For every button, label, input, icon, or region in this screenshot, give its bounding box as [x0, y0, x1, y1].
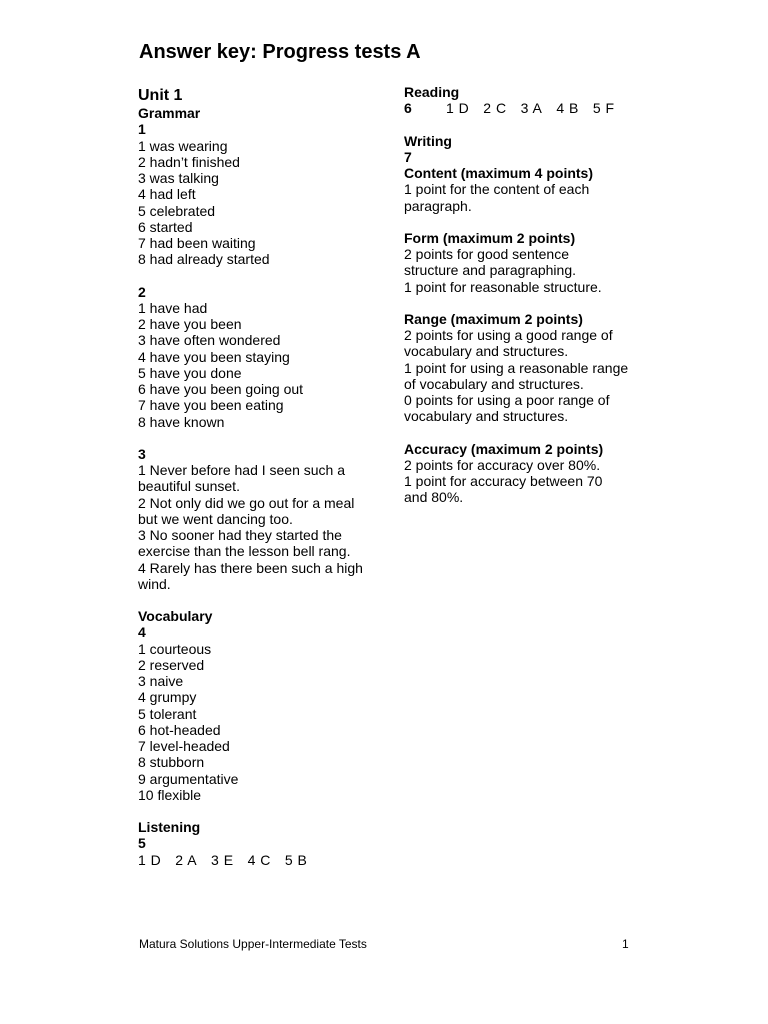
- answer: 5 F: [592, 100, 615, 117]
- footer-title: Matura Solutions Upper-Intermediate Tests: [139, 937, 367, 951]
- criterion-line: 1 point for reasonable structure.: [404, 278, 602, 295]
- list-item: 7 had been waiting: [138, 235, 256, 251]
- list-item: 5 have you done: [138, 364, 242, 381]
- right-column: [404, 84, 654, 506]
- list-item: 2 hadn’t finished: [138, 153, 240, 170]
- criterion-line: 2 points for using a good range of vocabulary and structures.: [404, 327, 613, 360]
- answer: 4 B: [556, 100, 579, 117]
- list-item: 4 Rarely has there been such a high wind.: [138, 559, 363, 592]
- criterion-line: 1 point for accuracy between 70 and 80%.: [404, 473, 603, 506]
- exercise-1-number: 1: [138, 121, 146, 138]
- answer: 2 C: [483, 100, 507, 117]
- list-item: 3 was talking: [138, 170, 219, 186]
- list-item: 8 had already started: [138, 251, 270, 268]
- list-item: 6 have you been going out: [138, 381, 304, 397]
- reading-heading: Reading: [404, 84, 460, 100]
- answer: 1 D: [446, 100, 470, 117]
- list-item: 3 have often wondered: [138, 332, 281, 349]
- exercise-4-list: [138, 641, 378, 804]
- list-item: 4 have you been staying: [138, 348, 290, 365]
- page-number: 1: [622, 937, 629, 951]
- answer: 1 D: [138, 851, 162, 868]
- list-item: 2 reserved: [138, 656, 205, 673]
- criterion-line: 1 point for using a reasonable range of vocabulary and structures.: [404, 359, 629, 392]
- exercise-6-row: [404, 100, 654, 116]
- list-item: 1 Never before had I seen such a beautiful sunset.: [138, 462, 346, 495]
- answer: 5 B: [284, 851, 308, 868]
- list-item: 6 started: [138, 218, 193, 235]
- criterion-accuracy: [404, 441, 614, 506]
- answer: 3 E: [211, 851, 234, 868]
- left-column: [138, 86, 378, 868]
- page-title: Answer key: Progress tests A: [139, 41, 421, 63]
- list-item: 1 courteous: [138, 640, 212, 657]
- exercise-5-answers: [138, 852, 378, 868]
- list-item: 7 level-headed: [138, 738, 230, 754]
- list-item: 7 have you been eating: [138, 397, 284, 414]
- list-item: 5 tolerant: [138, 705, 197, 722]
- exercise-5-number: 5: [138, 835, 146, 852]
- criterion-range: [404, 311, 634, 425]
- list-item: 10 flexible: [138, 786, 202, 803]
- list-item: 1 was wearing: [138, 137, 228, 154]
- exercise-6-answers: [446, 100, 629, 116]
- grammar-heading: Grammar: [138, 105, 201, 121]
- exercise-3-number: 3: [138, 445, 146, 462]
- criterion-line: 2 points for accuracy over 80%.: [404, 456, 601, 473]
- list-item: 1 have had: [138, 299, 208, 316]
- exercise-7-number: 7: [404, 148, 412, 165]
- criterion-line: 2 points for good sentence structure and paragraphing.: [404, 246, 576, 279]
- list-item: 3 naive: [138, 673, 184, 689]
- criterion-line: 0 points for using a poor range of vocabulary and structures.: [404, 392, 610, 425]
- answer: 2 A: [175, 851, 198, 868]
- exercise-3-list: [138, 462, 364, 592]
- criterion-heading: Accuracy (maximum 2 points): [404, 440, 604, 457]
- exercise-1-list: [138, 138, 378, 268]
- criterion-line: 1 point for the content of each paragraph.: [404, 181, 590, 214]
- list-item: 3 No sooner had they started the exercise than the lesson bell rang.: [138, 527, 351, 560]
- exercise-4-number: 4: [138, 624, 146, 641]
- list-item: 5 celebrated: [138, 202, 216, 219]
- list-item: 8 have known: [138, 413, 225, 430]
- writing-heading: Writing: [404, 132, 452, 149]
- list-item: 8 stubborn: [138, 754, 205, 771]
- answer: 4 C: [247, 851, 271, 868]
- criterion-heading: Range (maximum 2 points): [404, 310, 583, 327]
- exercise-2-number: 2: [138, 283, 146, 300]
- criterion-content: [404, 165, 609, 214]
- list-item: 4 grumpy: [138, 689, 197, 706]
- vocabulary-heading: Vocabulary: [138, 608, 213, 624]
- exercise-6-number: 6: [404, 100, 412, 117]
- criterion-heading: Form (maximum 2 points): [404, 229, 576, 246]
- criterion-heading: Content (maximum 4 points): [404, 165, 594, 181]
- list-item: 9 argumentative: [138, 770, 239, 787]
- unit-heading: Unit 1: [138, 87, 183, 104]
- list-item: 6 hot-headed: [138, 721, 221, 738]
- listening-heading: Listening: [138, 819, 201, 835]
- exercise-2-list: [138, 300, 378, 430]
- list-item: 4 had left: [138, 186, 196, 203]
- list-item: 2 Not only did we go out for a meal but we went dancing too.: [138, 494, 355, 527]
- criterion-form: [404, 230, 609, 295]
- list-item: 2 have you been: [138, 316, 242, 332]
- answer: 3 A: [520, 100, 543, 117]
